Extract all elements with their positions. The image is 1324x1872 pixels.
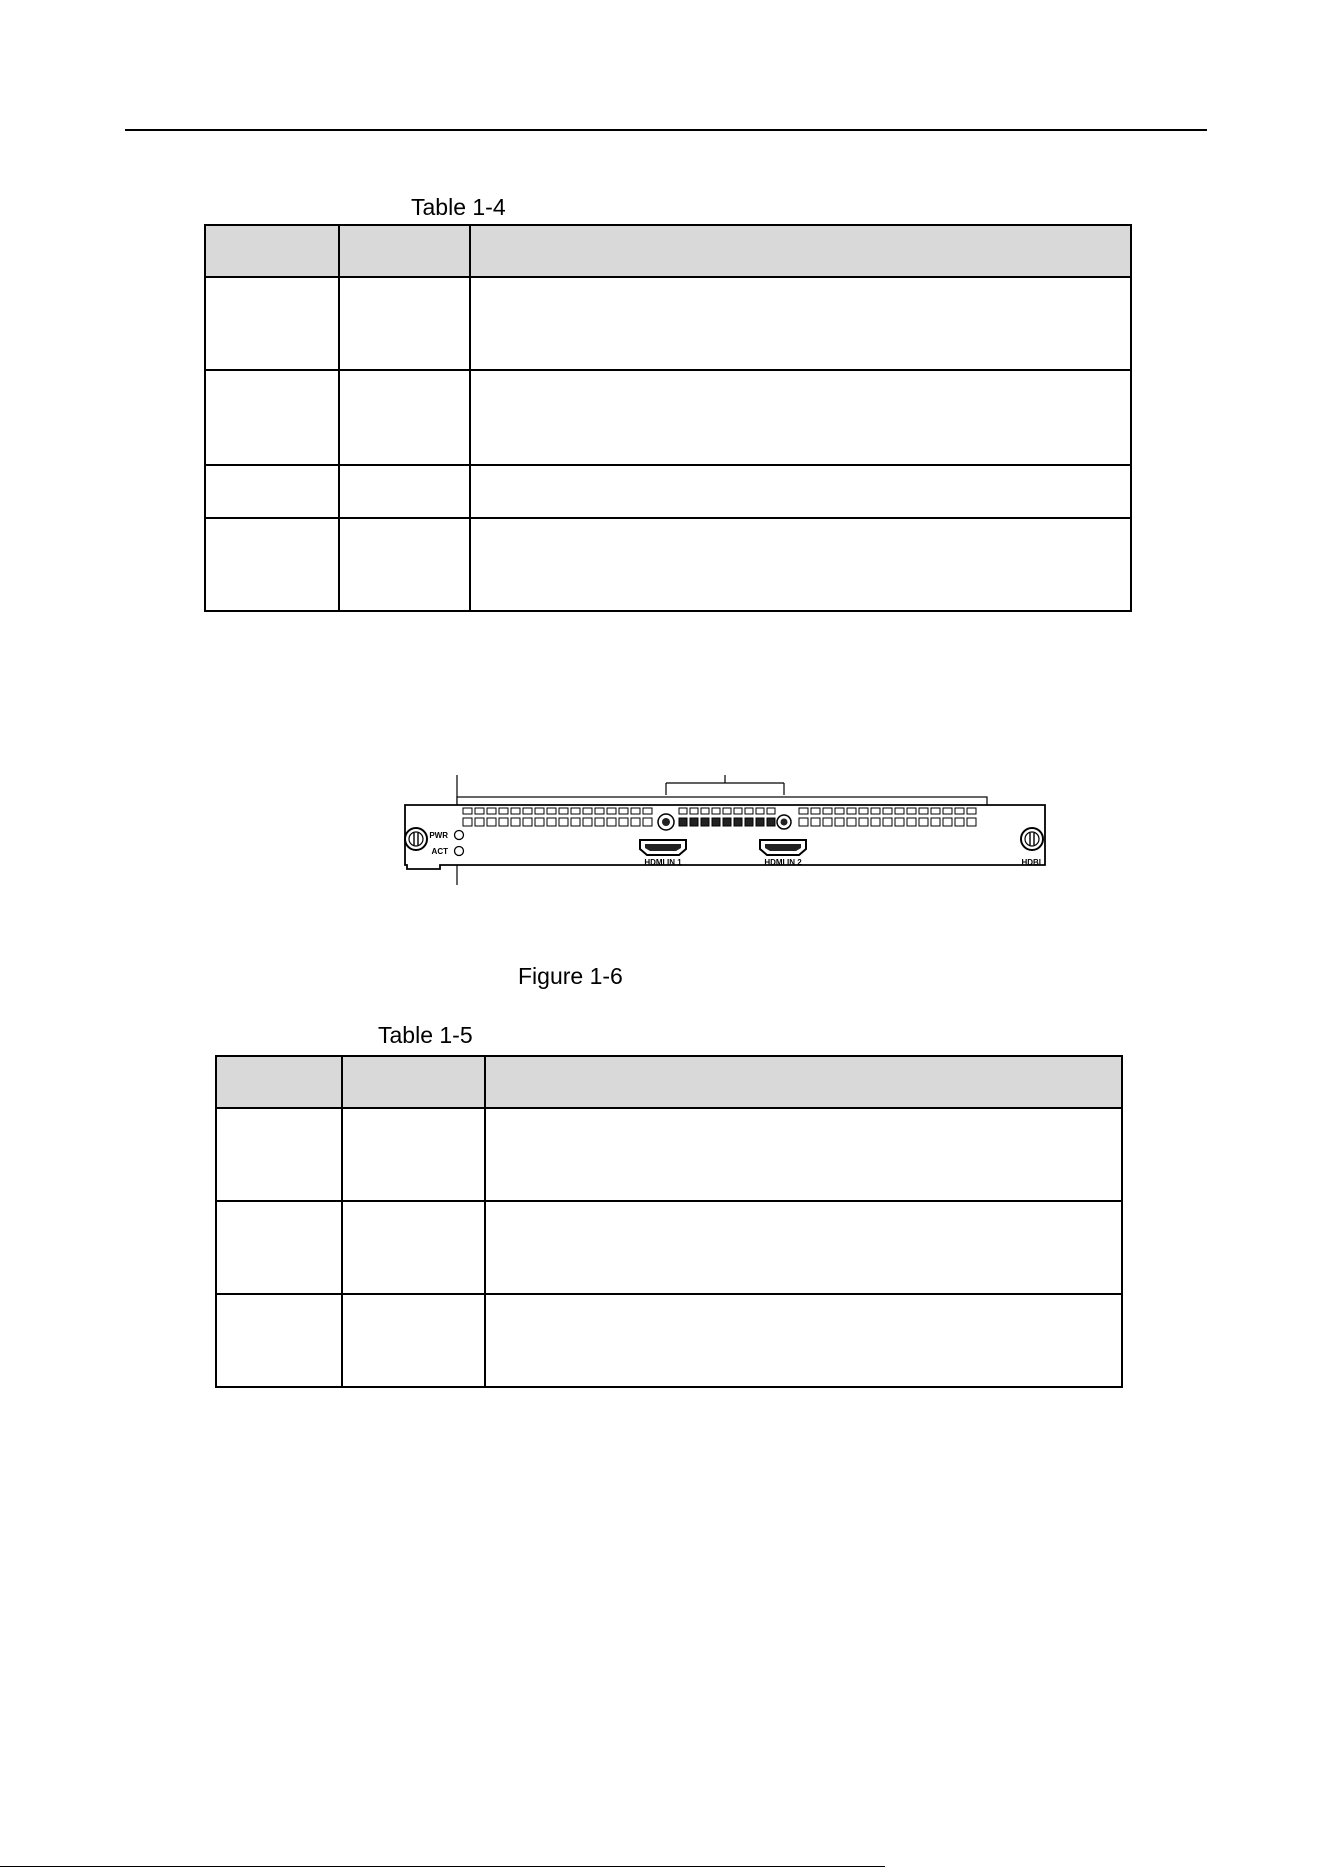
header-cell bbox=[205, 225, 339, 277]
table-cell bbox=[216, 1294, 342, 1387]
header-cell bbox=[485, 1056, 1122, 1108]
table-cell bbox=[339, 277, 470, 370]
table-cell bbox=[339, 465, 470, 518]
header-cell bbox=[470, 225, 1131, 277]
hdmi-port-2-icon bbox=[760, 840, 806, 855]
table-cell bbox=[205, 370, 339, 465]
model-label: HDBI bbox=[1021, 858, 1041, 867]
table-cell bbox=[216, 1108, 342, 1201]
table-cell bbox=[339, 370, 470, 465]
table-row bbox=[205, 465, 1131, 518]
board-figure bbox=[395, 765, 1055, 895]
table-cell bbox=[216, 1201, 342, 1294]
table-row bbox=[216, 1108, 1122, 1201]
table-1-4-caption: Table 1-4 bbox=[411, 194, 506, 220]
table-1-5 bbox=[215, 1055, 1123, 1388]
table-cell bbox=[205, 518, 339, 611]
table-cell bbox=[342, 1201, 485, 1294]
figure-1-6-caption: Figure 1-6 bbox=[518, 963, 623, 989]
table-1-5-caption: Table 1-5 bbox=[378, 1022, 473, 1048]
hdmi-port-1-icon bbox=[640, 840, 686, 855]
hdmi-in-2-label: HDMI IN 2 bbox=[764, 858, 802, 867]
footer-rule bbox=[0, 1866, 885, 1867]
table-cell bbox=[470, 370, 1131, 465]
act-label: ACT bbox=[431, 847, 448, 856]
table-cell bbox=[470, 518, 1131, 611]
table-row bbox=[216, 1294, 1122, 1387]
table-cell bbox=[205, 277, 339, 370]
left-screw bbox=[405, 828, 427, 850]
jack-2-icon bbox=[777, 815, 791, 829]
table-cell bbox=[470, 277, 1131, 370]
table-row bbox=[205, 370, 1131, 465]
table-cell bbox=[342, 1294, 485, 1387]
panel-outline bbox=[405, 805, 1045, 869]
table-row bbox=[216, 1201, 1122, 1294]
table-header-row bbox=[216, 1056, 1122, 1108]
table-cell bbox=[470, 465, 1131, 518]
header-cell bbox=[216, 1056, 342, 1108]
jack-1-icon bbox=[658, 814, 674, 830]
table-row bbox=[205, 518, 1131, 611]
table-header-row bbox=[205, 225, 1131, 277]
table-row bbox=[205, 277, 1131, 370]
table-cell bbox=[205, 465, 339, 518]
table-cell bbox=[485, 1294, 1122, 1387]
table-cell bbox=[485, 1108, 1122, 1201]
header-cell bbox=[342, 1056, 485, 1108]
table-cell bbox=[485, 1201, 1122, 1294]
act-led-icon bbox=[455, 847, 464, 856]
pwr-label: PWR bbox=[429, 831, 448, 840]
table-cell bbox=[342, 1108, 485, 1201]
hdmi-in-1-label: HDMI IN 1 bbox=[644, 858, 682, 867]
header-rule bbox=[125, 129, 1207, 131]
table-cell bbox=[339, 518, 470, 611]
pwr-led-icon bbox=[455, 831, 464, 840]
header-cell bbox=[339, 225, 470, 277]
right-screw bbox=[1021, 828, 1043, 850]
table-1-4 bbox=[204, 224, 1132, 612]
